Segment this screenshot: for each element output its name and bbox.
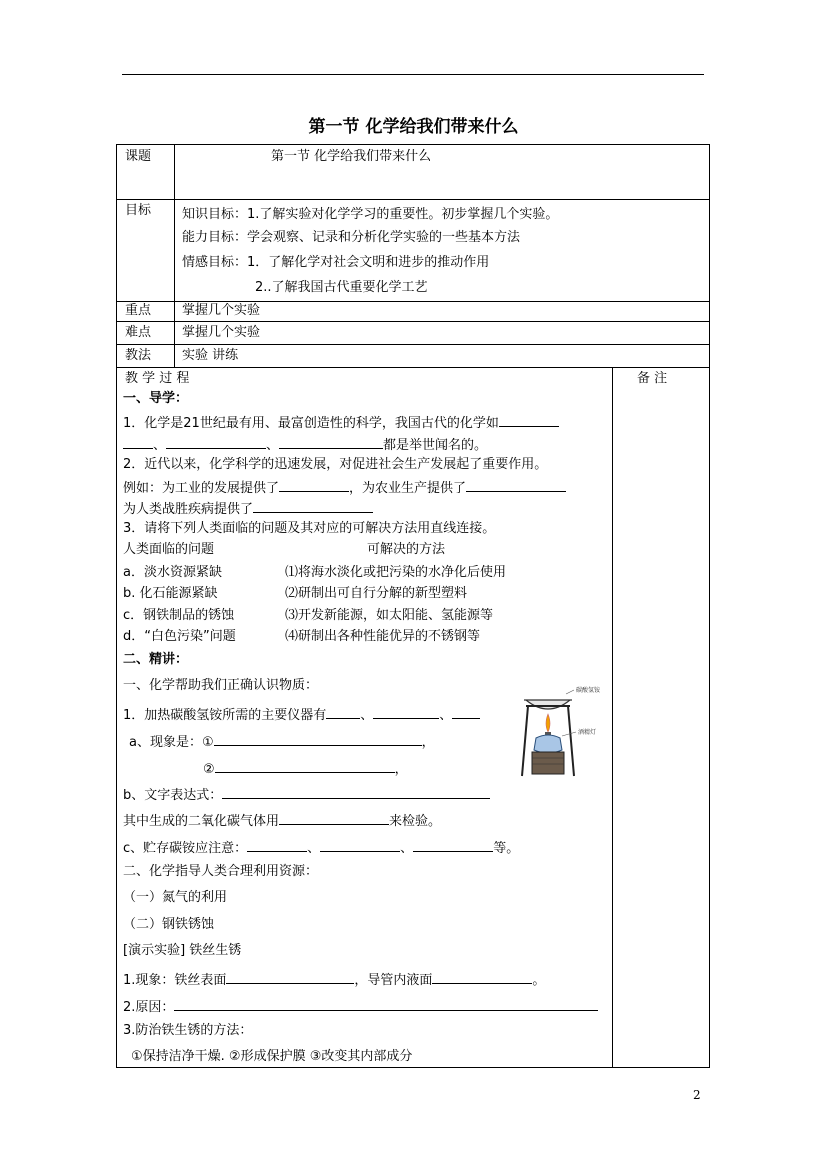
row-divider — [117, 301, 709, 302]
method-item: ⑷研制出各种性能优异的不锈钢等 — [285, 629, 481, 644]
goal-ability: 能力目标：学会观察、记录和分析化学实验的一些基本方法 — [182, 230, 521, 245]
problem-item: c．钢铁制品的锈蚀 — [123, 608, 235, 623]
question-3: 3．请将下列人类面临的问题及其对应的可解决方法用直线连接。 — [123, 521, 496, 536]
notes-column-divider — [612, 367, 613, 1067]
goal-emotion: 情感目标：1．了解化学对社会文明和进步的推动作用 — [182, 255, 490, 270]
storage-notes: c、贮存碳铵应注意： 、 、 等。 — [123, 838, 519, 857]
nitrogen-use: （一）氮气的利用 — [123, 890, 228, 905]
row-divider — [117, 344, 709, 345]
row-divider — [117, 199, 709, 200]
page-title: 第一节 化学给我们带来什么 — [308, 117, 519, 137]
row-divider — [117, 321, 709, 322]
label-alcohol-lamp: 酒精灯 — [578, 729, 597, 736]
method-item: ⑵研制出可自行分解的新型塑料 — [285, 586, 468, 601]
co2-test: 其中生成的二氧化碳气体用 来检验。 — [123, 811, 441, 830]
topic-value: 第一节 化学给我们带来什么 — [271, 149, 432, 164]
question-2-cont: 例如：为工业的发展提供了 ，为农业生产提供了 — [123, 478, 566, 497]
rust-phenomenon: 1.现象：铁丝表面 ，导管内液面 。 — [123, 970, 545, 989]
heating-apparatus-figure — [518, 684, 608, 780]
method-value: 实验 讲练 — [182, 348, 239, 363]
question-2-end: 为人类战胜疾病提供了 — [123, 499, 373, 518]
question-1-cont: 、 、 都是举世闻名的。 — [123, 435, 487, 454]
question-2: 2．近代以来，化学科学的迅速发展，对促进社会生产发展起了重要作用。 — [123, 457, 548, 472]
goal-knowledge: 知识目标：1.了解实验对化学学习的重要性。初步掌握几个实验。 — [182, 207, 559, 222]
goal-emotion-2: 2..了解我国古代重要化学工艺 — [255, 280, 428, 295]
question-1: 1．化学是21世纪最有用、最富创造性的科学，我国古代的化学如 — [123, 413, 559, 432]
label-column-divider — [174, 145, 175, 367]
hard-label: 难点 — [125, 325, 152, 340]
method-item: ⑴将海水淡化或把污染的水净化后使用 — [285, 565, 507, 580]
lecture-part-2: 二、化学指导人类合理利用资源： — [123, 864, 319, 879]
lesson-table — [116, 144, 710, 1068]
key-value: 掌握几个实验 — [182, 303, 261, 318]
row-divider — [117, 367, 709, 368]
rust-prevention: 3.防治铁生锈的方法： — [123, 1023, 253, 1038]
problem-item: a．淡水资源紧缺 — [123, 565, 222, 580]
notes-header: 备 注 — [637, 371, 668, 386]
method-label: 教法 — [125, 348, 152, 363]
col-problem: 人类面临的问题 — [123, 542, 215, 557]
method-item: ⑶开发新能源，如太阳能、氢能源等 — [285, 608, 494, 623]
section-guide: 一、导学： — [123, 391, 189, 406]
problem-item: b. 化石能源紧缺 — [123, 586, 218, 601]
word-equation: b、文字表达式： — [123, 785, 490, 804]
phenomenon-2: ② ， — [203, 759, 408, 778]
top-rule — [122, 74, 704, 75]
hard-value: 掌握几个实验 — [182, 325, 261, 340]
problem-item: d．“白色污染”问题 — [123, 629, 236, 644]
topic-label: 课题 — [125, 149, 152, 164]
lecture-part-1: 一、化学帮助我们正确认识物质： — [123, 678, 319, 693]
goal-label: 目标 — [125, 203, 152, 218]
key-label: 重点 — [125, 303, 152, 318]
steel-rust: （二）钢铁锈蚀 — [123, 917, 215, 932]
rust-cause: 2.原因： — [123, 997, 598, 1016]
phenomenon-1: a、现象是：① ， — [129, 732, 435, 751]
rust-prevention-methods: ①保持洁净干燥. ②形成保护膜 ③改变其内部成分 — [131, 1049, 413, 1064]
page-number: 2 — [693, 1088, 701, 1102]
process-header: 教 学 过 程 — [125, 371, 190, 386]
col-method: 可解决的方法 — [367, 542, 446, 557]
demo-experiment: [演示实验] 铁丝生锈 — [123, 943, 242, 958]
section-lecture: 二、精讲： — [123, 652, 189, 667]
label-sodium-bicarbonate: 碳酸氢铵 — [576, 687, 601, 694]
instruments-line: 1．加热碳酸氢铵所需的主要仪器有 、 、 — [123, 705, 480, 724]
